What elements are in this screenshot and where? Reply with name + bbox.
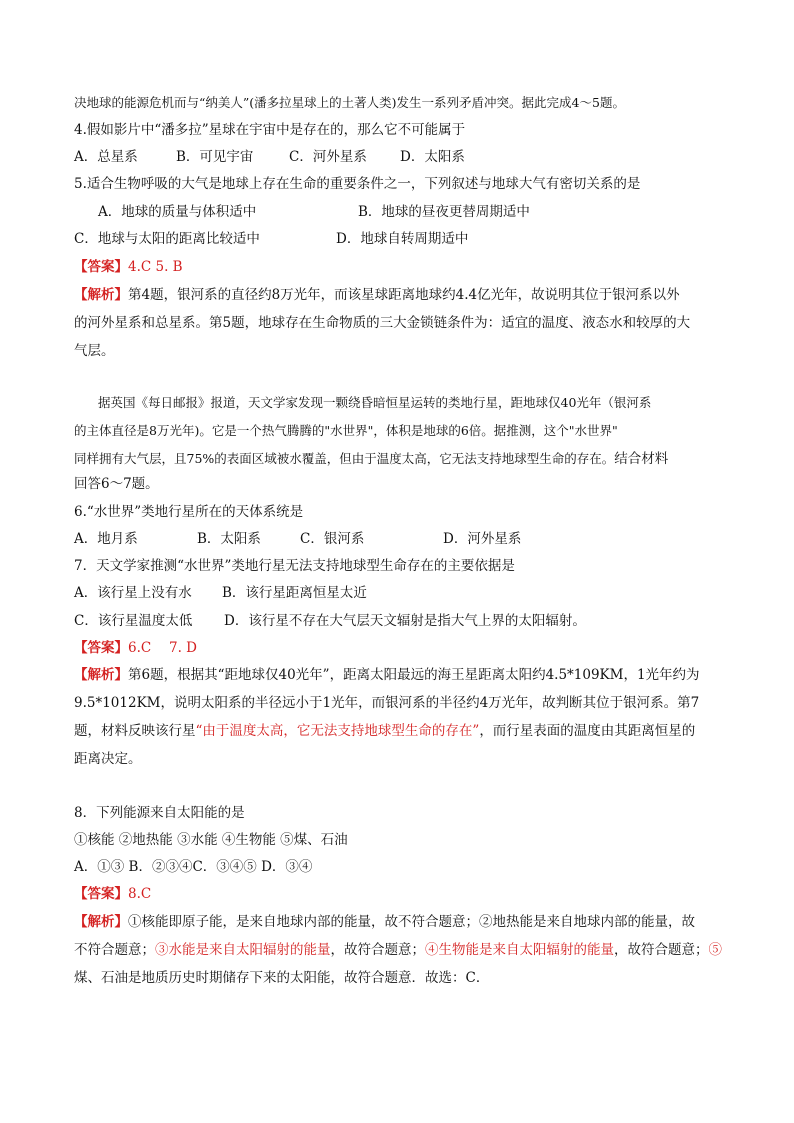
q4-option-c: C．河外星系 xyxy=(289,149,367,165)
material-line3-text: 同样拥有大气层，且75%的表面区域被水覆盖，但由于温度太高，它无法支持地球型生命的存在。 xyxy=(74,451,615,466)
explanation-text: ①核能即原子能，是来自地球内部的能量，故不符合题意；②地热能是来自地球内部的能量，故 xyxy=(128,914,695,930)
explanation-text: 不符合题意； xyxy=(74,942,155,958)
highlighted-quote: “由于温度太高，它无法支持地球型生命的存在” xyxy=(195,723,480,739)
material-line1: 据英国《每日邮报》报道，天文学家发现一颗绕昏暗恒星运转的类地行星，距地球仅40光年（银河系 xyxy=(98,395,652,410)
q4-option-d: D．太阳系 xyxy=(400,149,465,165)
explanation-tag: 【解析】 xyxy=(74,287,128,303)
explanation-text: ，故符合题意； xyxy=(330,942,425,958)
answer-8 xyxy=(74,884,151,904)
answer-tag: 【答案】 xyxy=(74,259,128,275)
explanation-text: ，故符合题意； xyxy=(614,942,709,958)
explanation-text: 第4题，银河系的直径约8万光年，而该星球距离地球约4.4亿光年，故说明其位于银河系以外 xyxy=(128,287,680,303)
material-line3 xyxy=(74,449,668,469)
q6-option-a: A．地月系 xyxy=(74,531,138,547)
explanation-8-line2 xyxy=(74,940,722,960)
explanation-6-7-line4: 距离决定。 xyxy=(74,751,142,767)
q5-option-c: C．地球与太阳的距离比较适中 xyxy=(74,231,260,247)
q5-option-b: B．地球的昼夜更替周期适中 xyxy=(358,204,530,220)
explanation-tag: 【解析】 xyxy=(74,667,128,683)
q7-option-a: A．该行星上没有水 xyxy=(74,585,192,601)
question-8-options: A．①③ B．②③④C．③④⑤ D．③④ xyxy=(74,859,313,875)
answer-4-5 xyxy=(74,257,183,277)
question-8-stem: 8．下列能源来自太阳能的是 xyxy=(74,805,245,821)
answer-text: 8.C xyxy=(128,886,152,902)
explanation-4-5-line2: 的河外星系和总星系。第5题，地球存在生命物质的三大金锁链条件为：适宜的温度、液态水和较厚的大 xyxy=(74,315,691,331)
q7-option-c: C．该行星温度太低 xyxy=(74,613,193,629)
explanation-6-7-line2: 9.5*1012KM，说明太阳系的半径远小于1光年，而银河系的半径约4万光年，故判断其位于银河系。第7 xyxy=(74,695,700,711)
question-5-stem: 5.适合生物呼吸的大气是地球上存在生命的重要条件之一，下列叙述与地球大气有密切关系的是 xyxy=(74,176,641,192)
q5-option-a: A．地球的质量与体积适中 xyxy=(98,204,257,220)
answer-tag: 【答案】 xyxy=(74,640,128,656)
explanation-tag: 【解析】 xyxy=(74,914,128,930)
question-8-items: ①核能 ②地热能 ③水能 ④生物能 ⑤煤、石油 xyxy=(74,832,348,848)
q7-option-b: B．该行星距离恒星太近 xyxy=(222,585,367,601)
question-7-options-row1 xyxy=(74,583,367,603)
q5-option-d: D．地球自转周期适中 xyxy=(336,231,469,247)
question-5-options-row2 xyxy=(74,229,468,249)
explanation-8-line1 xyxy=(74,912,695,932)
q6-option-d: D．河外星系 xyxy=(443,531,522,547)
question-5-options-row1 xyxy=(98,202,530,222)
explanation-text: ，而行星表面的温度由其距离恒星的 xyxy=(479,723,696,739)
question-7-stem: 7．天文学家推测“水世界”类地行星无法支持地球型生命存在的主要依据是 xyxy=(74,558,515,574)
highlighted-phrase: ④生物能是来自太阳辐射的能量 xyxy=(425,942,614,958)
explanation-4-5-line3: 气层。 xyxy=(74,343,115,359)
q7-option-d: D．该行星不存在大气层天文辐射是指大气上界的太阳辐射。 xyxy=(224,613,586,629)
highlighted-phrase: ⑤ xyxy=(708,942,722,958)
material-line3-prompt: 结合材料 xyxy=(614,451,669,467)
explanation-6-7-line1 xyxy=(74,665,700,685)
intro-tail-text: 决地球的能源危机而与“纳美人”(潘多拉星球上的土著人类)发生一系列矛盾冲突。据此完成4～5题。 xyxy=(74,95,625,110)
q6-option-b: B．太阳系 xyxy=(197,531,261,547)
highlighted-phrase: ③水能是来自太阳辐射的能量 xyxy=(155,942,331,958)
answer-tag: 【答案】 xyxy=(74,886,128,902)
q4-option-b: B．可见宇宙 xyxy=(176,149,254,165)
explanation-8-line3: 煤、石油是地质历史时期储存下来的太阳能，故符合题意．故选：C． xyxy=(74,970,490,986)
explanation-text: 第6题，根据其“距地球仅40光年”，距离太阳最远的海王星距离太阳约4.5*109KM，1光年约为 xyxy=(128,667,700,683)
question-6-stem: 6.“水世界”类地行星所在的天体系统是 xyxy=(74,504,304,520)
explanation-6-7-line3 xyxy=(74,721,695,741)
q6-option-c: C．银河系 xyxy=(300,531,365,547)
q4-option-a: A．总星系 xyxy=(74,149,138,165)
explanation-text: 题，材料反映该行星 xyxy=(74,723,196,739)
answer-6-7 xyxy=(74,638,197,658)
explanation-4-5-line1 xyxy=(74,285,680,305)
question-7-options-row2 xyxy=(74,611,586,631)
question-4-stem: 4.假如影片中“潘多拉”星球在宇宙中是存在的，那么它不可能属于 xyxy=(74,122,466,138)
answer-text: 6.C 7. D xyxy=(128,640,197,656)
material-line4: 回答6～7题。 xyxy=(74,476,159,492)
question-6-options xyxy=(74,529,521,549)
answer-text: 4.C 5. B xyxy=(128,259,183,275)
question-4-options xyxy=(74,147,465,167)
material-line2: 的主体直径是8万光年)。它是一个热气腾腾的"水世界"，体积是地球的6倍。据推测，这个"水世界" xyxy=(74,423,618,438)
